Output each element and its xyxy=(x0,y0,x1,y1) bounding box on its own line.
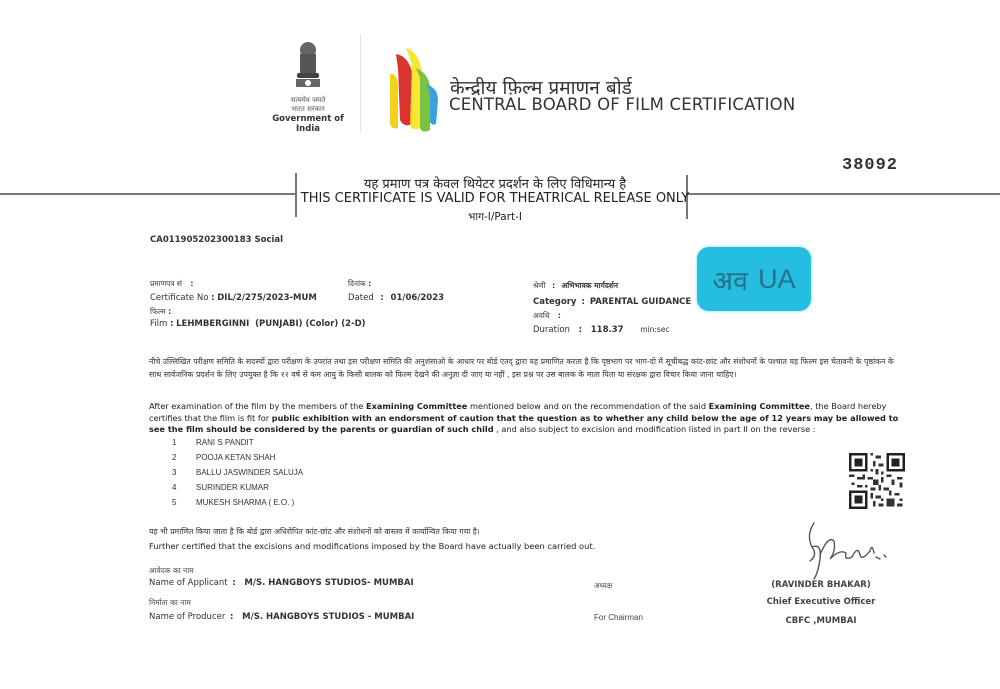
date-hindi-label: दिनांक xyxy=(348,279,366,288)
header-divider xyxy=(360,34,361,132)
duration-row xyxy=(533,325,670,335)
banner-line-left xyxy=(0,193,297,195)
applicant-label: Name of Applicant xyxy=(149,578,228,588)
duration-hindi-row xyxy=(533,311,561,321)
member-name: POOJA KETAN SHAH xyxy=(196,453,276,462)
applicant-value: M/S. HANGBOYS STUDIOS- MUMBAI xyxy=(244,578,414,588)
duration-hindi-colon: : xyxy=(557,311,561,320)
certification-paragraph-hindi: नीचे उल्लिखित परीक्षण समिति के सदस्यों द्वारा परीक्षण के उपरांत तथा इस परीक्षण समिति की अनुशंसाओ के आधार पर बोर्ड एतद् द्वारा यह प्रमाणित करता है कि पृष्ठभाग पर भाग-दो में सूचीबद्ध कांट-छांट और संशोधनों के पश्चात यह फिल्म इस चेतावनी के पृष्ठांकन के साथ सार्वजनिक प्रदर्शन के लिए उपयुक्त है कि १२ वर्ष से कम आयु के किसी बालक को फिल्म देखने की अनुज्ञा दी जाए या नहीं , इस प्रश्न पर उस बालक के माता पिता या संरक्षक द्वारा विचार किया जाना चाहिए। xyxy=(149,357,894,379)
para-bold-2: Examining Committee xyxy=(708,401,810,411)
committee-member xyxy=(172,453,275,462)
member-number: 2 xyxy=(172,453,177,462)
signatory-office: CBFC ,MUMBAI xyxy=(785,616,857,626)
film-colon: : xyxy=(169,319,174,329)
film-hindi-row xyxy=(150,307,171,317)
member-name: BALLU JASWINDER SALUJA xyxy=(196,468,304,477)
film-hindi-colon: : xyxy=(168,307,172,316)
member-number: 3 xyxy=(172,468,177,477)
category-hindi-label: श्रेणी xyxy=(533,281,546,290)
para-bold-1: Examining Committee xyxy=(365,401,468,411)
national-emblem-icon xyxy=(291,40,325,92)
member-name: SURINDER KUMAR xyxy=(196,483,269,492)
applicant-colon: : xyxy=(232,578,236,588)
duration-colon: : xyxy=(578,325,583,335)
banner-tick-left xyxy=(295,173,297,217)
banner-line-right xyxy=(686,193,1000,195)
rating-badge xyxy=(697,247,811,311)
committee-member xyxy=(172,468,303,477)
para-text-3: , the Board hereby certifies that the film is fit for xyxy=(149,401,887,423)
producer-value: M/S. HANGBOYS STUDIOS - MUMBAI xyxy=(242,612,415,622)
producer-hindi-label: निर्माता का नाम xyxy=(149,598,191,607)
signature-icon xyxy=(800,515,895,583)
para-text-1: After examination of the film by the members of the xyxy=(149,401,366,411)
para-text-2: mentioned below and on the recommendation of the said xyxy=(467,401,709,411)
cert-no-label: Certificate No xyxy=(150,293,209,303)
validity-english: THIS CERTIFICATE IS VALID FOR THEATRICAL RELEASE ONLY xyxy=(300,191,690,206)
category-hindi-colon: : xyxy=(552,281,556,290)
emblem-motto: सत्यमेव जयते xyxy=(290,96,326,104)
member-number: 4 xyxy=(172,483,177,492)
para-text-4: , and also subject to excision and modification listed in part II on the reverse : xyxy=(493,424,816,434)
board-name-hindi: केन्द्रीय फ़िल्म प्रमाणन बोर्ड xyxy=(450,77,632,99)
for-chairman: For Chairman xyxy=(594,613,643,622)
category-colon: : xyxy=(581,297,585,307)
film-row xyxy=(150,319,366,329)
category-row xyxy=(533,297,691,307)
producer-colon: : xyxy=(230,612,234,622)
committee-member xyxy=(172,483,269,492)
rating-badge-english: UA xyxy=(758,263,796,294)
film-hindi-label: फिल्म xyxy=(150,307,166,316)
cert-no-hindi-colon: : xyxy=(190,279,194,288)
date-label: Dated xyxy=(348,293,374,303)
signatory-name: (RAVINDER BHAKAR) xyxy=(771,580,871,590)
certification-paragraph-english xyxy=(149,401,909,436)
duration-value: 118.37 xyxy=(590,325,624,335)
cert-no-hindi-row xyxy=(150,279,193,289)
producer-label: Name of Producer xyxy=(149,612,226,622)
duration-unit: min:sec xyxy=(640,325,670,334)
government-emblem-block xyxy=(268,40,348,134)
para-bold-3: public exhibition with an endorsment of caution that the question as to whether any child below the age of 12 years may be allowed to see the film should be considered by the parents or guardian of such child xyxy=(149,412,899,434)
cert-no-value: DIL/2/275/2023-MUM xyxy=(217,293,317,303)
category-label: Category xyxy=(533,297,577,307)
date-hindi-row xyxy=(348,279,371,289)
serial-number: 38092 xyxy=(842,156,899,175)
cbfc-logo-icon xyxy=(386,44,444,134)
validity-hindi: यह प्रमाण पत्र केवल थियेटर प्रदर्शन के लिए विधिमान्य है xyxy=(363,177,627,192)
date-row xyxy=(348,293,444,303)
member-number: 1 xyxy=(172,438,177,447)
board-name-english: CENTRAL BOARD OF FILM CERTIFICATION xyxy=(449,95,796,114)
date-colon: : xyxy=(380,293,384,303)
part-label: भाग-I/Part-I xyxy=(467,211,523,223)
date-value: 01/06/2023 xyxy=(390,293,445,303)
category-hindi-value: अभिभावक मार्गदर्शन xyxy=(561,281,619,290)
cert-no-colon: : xyxy=(211,293,215,303)
duration-label: Duration xyxy=(533,325,570,335)
duration-hindi-label: अवधि xyxy=(533,311,550,320)
applicant-hindi-label: आवेदक का नाम xyxy=(149,566,194,575)
further-certification-hindi: यह भी प्रमाणित किया जाता है कि बोर्ड द्वारा अधिरोपित कांट-छांट और संशोधनों को वास्तव में कार्यान्वित किया गया है। xyxy=(149,527,480,536)
member-name: RANI S PANDIT xyxy=(196,438,254,447)
cert-no-hindi-label: प्रमाणपत्र सं xyxy=(150,279,182,288)
qr-code-icon[interactable] xyxy=(849,453,905,509)
member-name: MUKESH SHARMA ( E.O. ) xyxy=(196,498,295,507)
chairman-hindi: अध्यक्ष xyxy=(594,581,613,590)
date-hindi-colon: : xyxy=(368,279,372,288)
reference-number: CA011905202300183 Social xyxy=(150,235,284,245)
category-value: PARENTAL GUIDANCE xyxy=(589,297,692,307)
further-certification-english: Further certified that the excisions and modifications imposed by the Board have actually been carried out. xyxy=(149,541,596,551)
signatory-title: Chief Executive Officer xyxy=(766,597,876,607)
film-value: LEHMBERGINNI (PUNJABI) (Color) (2-D) xyxy=(176,319,366,329)
film-label: Film xyxy=(150,319,168,329)
applicant-row xyxy=(149,578,414,588)
government-english: Government of India xyxy=(272,114,344,134)
member-number: 5 xyxy=(172,498,177,507)
category-hindi-row xyxy=(533,281,618,291)
rating-badge-hindi: अव xyxy=(712,265,749,296)
cert-no-row xyxy=(150,293,317,303)
committee-member xyxy=(172,498,294,507)
government-hindi: भारत सरकार xyxy=(291,105,325,113)
producer-row xyxy=(149,612,414,622)
committee-member xyxy=(172,438,254,447)
